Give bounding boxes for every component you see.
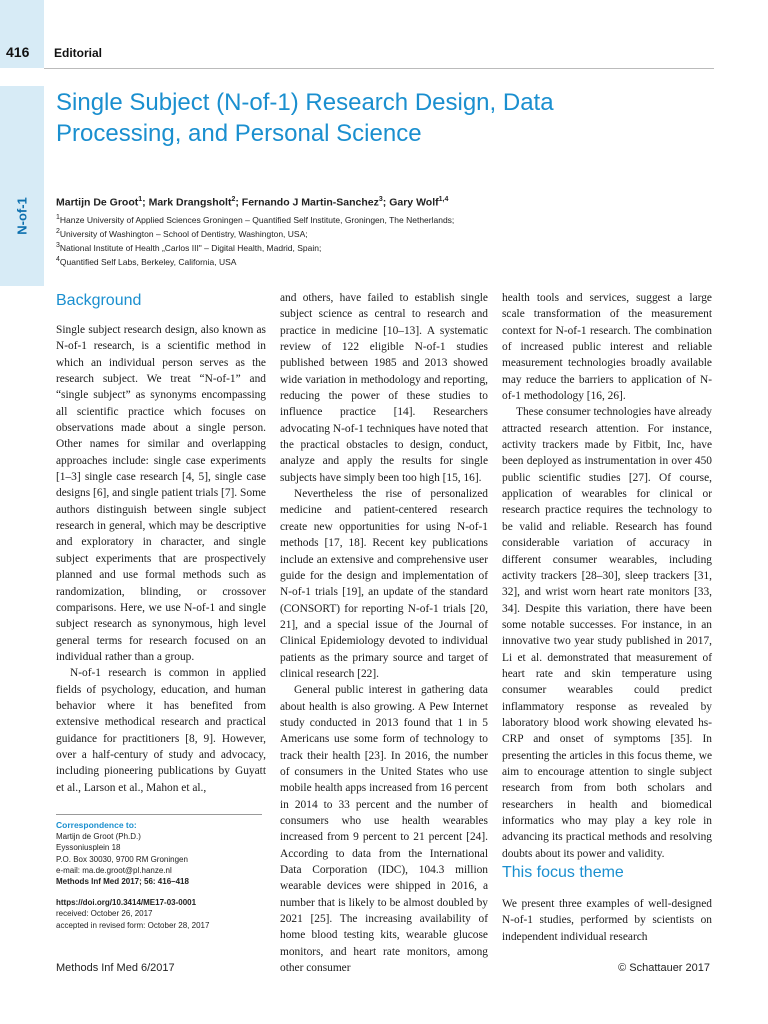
body-column-3 [502, 290, 712, 862]
author-sup: 1 [138, 196, 143, 203]
side-tab [2, 196, 42, 236]
paragraph: Nevertheless the rise of personalized medicine and patient-centered research create new opportunities for using N-of-1 methods [17, 18]. Recent key publications include an extensive and comprehensive user guide for the design and implementation of N-of-1 trials [19], an update of the standard (CONSORT) for reporting N-of-1 trials [20, 21], and a special issue of the Journal of Clinical Epidemiology devoted to individual patients as the primary source and target of clinical research [22]. [280, 488, 488, 680]
side-tab-label: N-of-1 [14, 197, 30, 235]
affiliation [56, 256, 696, 267]
correspondence-box: P.O. Box 30030, 9700 RM Groningen [56, 854, 188, 864]
citation: Methods Inf Med 2017; 56: 416–418 [56, 877, 189, 887]
affiliation [56, 214, 696, 225]
background-heading: Background [56, 292, 142, 309]
accepted-date: accepted in revised form: October 28, 2017 [56, 920, 210, 930]
paragraph: and others, have failed to establish single subject science as central to research and practice in medicine [10–13]. A systematic review of 122 eligible N-of-1 studies published between 1985 and 2013 showed wide variation in methodology and reporting, reducing the power of these studies to influence practice [14]. Researchers advocating N-of-1 techniques have noted that the practical obstacles to design, conduct, analyze and apply the results for single subjects have simply been too high [15, 16]. [280, 292, 488, 484]
paragraph: We present three examples of well-designed N-of-1 studies, performed by scientists on independent individual research [502, 898, 712, 943]
paragraph: These consumer technologies have already attracted research attention. For instance, activity trackers made by Fitbit, Inc, have been deployed as instrumentation in over 450 public scientific studies [27]. Of course, application of wearables for clinical or research practice requires the technology to be valid and reliable. Research has found considerable variation of accuracy in different consumer wearables, including activity trackers [28–30], sleep trackers [31, 32], and wrist worn heart rate monitors [33, 34]. Despite this variation, there have been some notable successes. For instance, in an innovative two year study published in 2017, Li et al. demonstrated that measurement of heart rate and skin temperature using consumer wearables could predict inflammatory response as revealed by laboratory blood work showing elevated hs-CRP and onset of symptoms [35]. In presenting the articles in this focus theme, we aim to encourage attention to single subject research from from both scholars and researchers in health and biomedical informatics who may play a key role in advancing its practical methods and resolving doubts about its power and validity. [502, 406, 712, 860]
author-list: Martijn De Groot$^1$; Mark Drangsholt$^2$; Fernando J Martin-Sanchez$^3$; Gary Wolf$^{1,4}$ [56, 196, 449, 209]
affiliation-sup: 1 [56, 214, 60, 221]
body-column-2 [280, 290, 488, 976]
affiliation-text: University of Washington – School of Dentistry, Washington, USA; [59, 228, 308, 239]
correspondence-email[interactable]: e-mail: ma.de.groot@pl.hanze.nl [56, 865, 172, 875]
affiliation-sup: 2 [56, 228, 60, 235]
affiliation [56, 242, 696, 253]
correspondence-street: Eyssoniusplein 18 [56, 843, 121, 853]
affiliation-text: Quantified Self Labs, Berkeley, California, USA [59, 256, 237, 267]
affiliation-sup: 3 [56, 242, 60, 249]
author-name: Gary Wolf [389, 196, 439, 209]
author-sup: 3 [378, 196, 383, 203]
article-title: Single Subject (N-of-1) Research Design, Data Processing, and Personal Science [56, 89, 554, 147]
paragraph: General public interest in gathering data about health is also growing. A Pew Internet study conducted in 2013 found that 1 in 5 Americans use some form of technology to track their health [23]. In 2016, the number of consumers in the United States who use mobile health apps increased from 16 percent in 2014 to 33 percent and the number of consumers who use health wearables increased from 9 percent to 21 percent [24]. According to data from the International Data Corporation (IDC), 104.3 million wearable devices were shipped in 2016, a number that is likely to be almost doubled by 2021 [25]. The increasing availability of home blood testing kits, wearable glucose monitors, and heart rate monitors, among other consumer [280, 684, 488, 975]
affiliation-text: National Institute of Health „Carlos III" – Digital Health, Madrid, Spain; [59, 242, 322, 253]
received-date: received: October 26, 2017 [56, 909, 153, 919]
header-divider [44, 68, 714, 69]
sidebar-band [0, 86, 44, 286]
correspondence-title: Correspondence to: [56, 820, 137, 830]
body-column-3-continued [502, 896, 712, 945]
author-name: Mark Drangsholt [148, 196, 232, 209]
author-sup: 2 [231, 196, 236, 203]
paragraph: Single subject research design, also known as N-of-1 research, is a scientific method in which an individual person serves as the research subject. We treat “N-of-1” and “single subject” as synonyms encompassing all scientific practice which focuses on observations made about a single person. Other names for similar and overlapping approaches include: single case experiments [1–3] single case research [4, 5], single case designs [6], and single patient trials [7]. Some authors distinguish between single subject research in general, which may be descriptive and exploratory in character, and single subject experiments that are prospectively planned and use formal methods such as randomization, blinding, or crossover comparisons. Here, we use N-of-1 and single subject research as synonymous, high level general terms for research focused on an individual rather than a group. [56, 324, 266, 663]
affiliation-sup: 4 [56, 256, 60, 263]
paragraph: health tools and services, suggest a large scale transformation of the measurement context for N-of-1 research. The combination of increased public interest and reliable measurement technologies broadly available may reduce the barriers to application of N-of-1 methodology [16, 26]. [502, 292, 712, 403]
correspondence-block [56, 820, 266, 931]
author-name: Fernando J Martin-Sanchez [241, 196, 379, 209]
footer-copyright: © Schattauer 2017 [618, 962, 710, 974]
correspondence-name: Martijn de Groot (Ph.D.) [56, 832, 141, 842]
affiliation [56, 228, 696, 239]
author-name: Martijn De Groot [56, 196, 139, 209]
doi-link[interactable]: https://doi.org/10.3414/ME17-03-0001 [56, 898, 197, 908]
body-column-1 [56, 322, 266, 796]
focus-theme-heading: This focus theme [502, 864, 624, 881]
section-label: Editorial [54, 46, 103, 60]
paragraph: N-of-1 research is common in applied fields of psychology, education, and human behavior where it has benefited from extensive methodical research and practical guidance for practitioners [8, 9]. However, over a half-century of study and advocacy, including pioneering publications by Guyatt et al., Larson et al., Mahon et al., [56, 667, 266, 794]
correspondence-divider [56, 814, 262, 815]
page-number: 416 [6, 44, 30, 60]
footer-journal: Methods Inf Med 6/2017 [56, 962, 175, 974]
affiliation-text: Hanze University of Applied Sciences Groningen – Quantified Self Institute, Groningen, The Netherlands; [59, 214, 455, 225]
author-sup: 1,4 [438, 196, 449, 203]
